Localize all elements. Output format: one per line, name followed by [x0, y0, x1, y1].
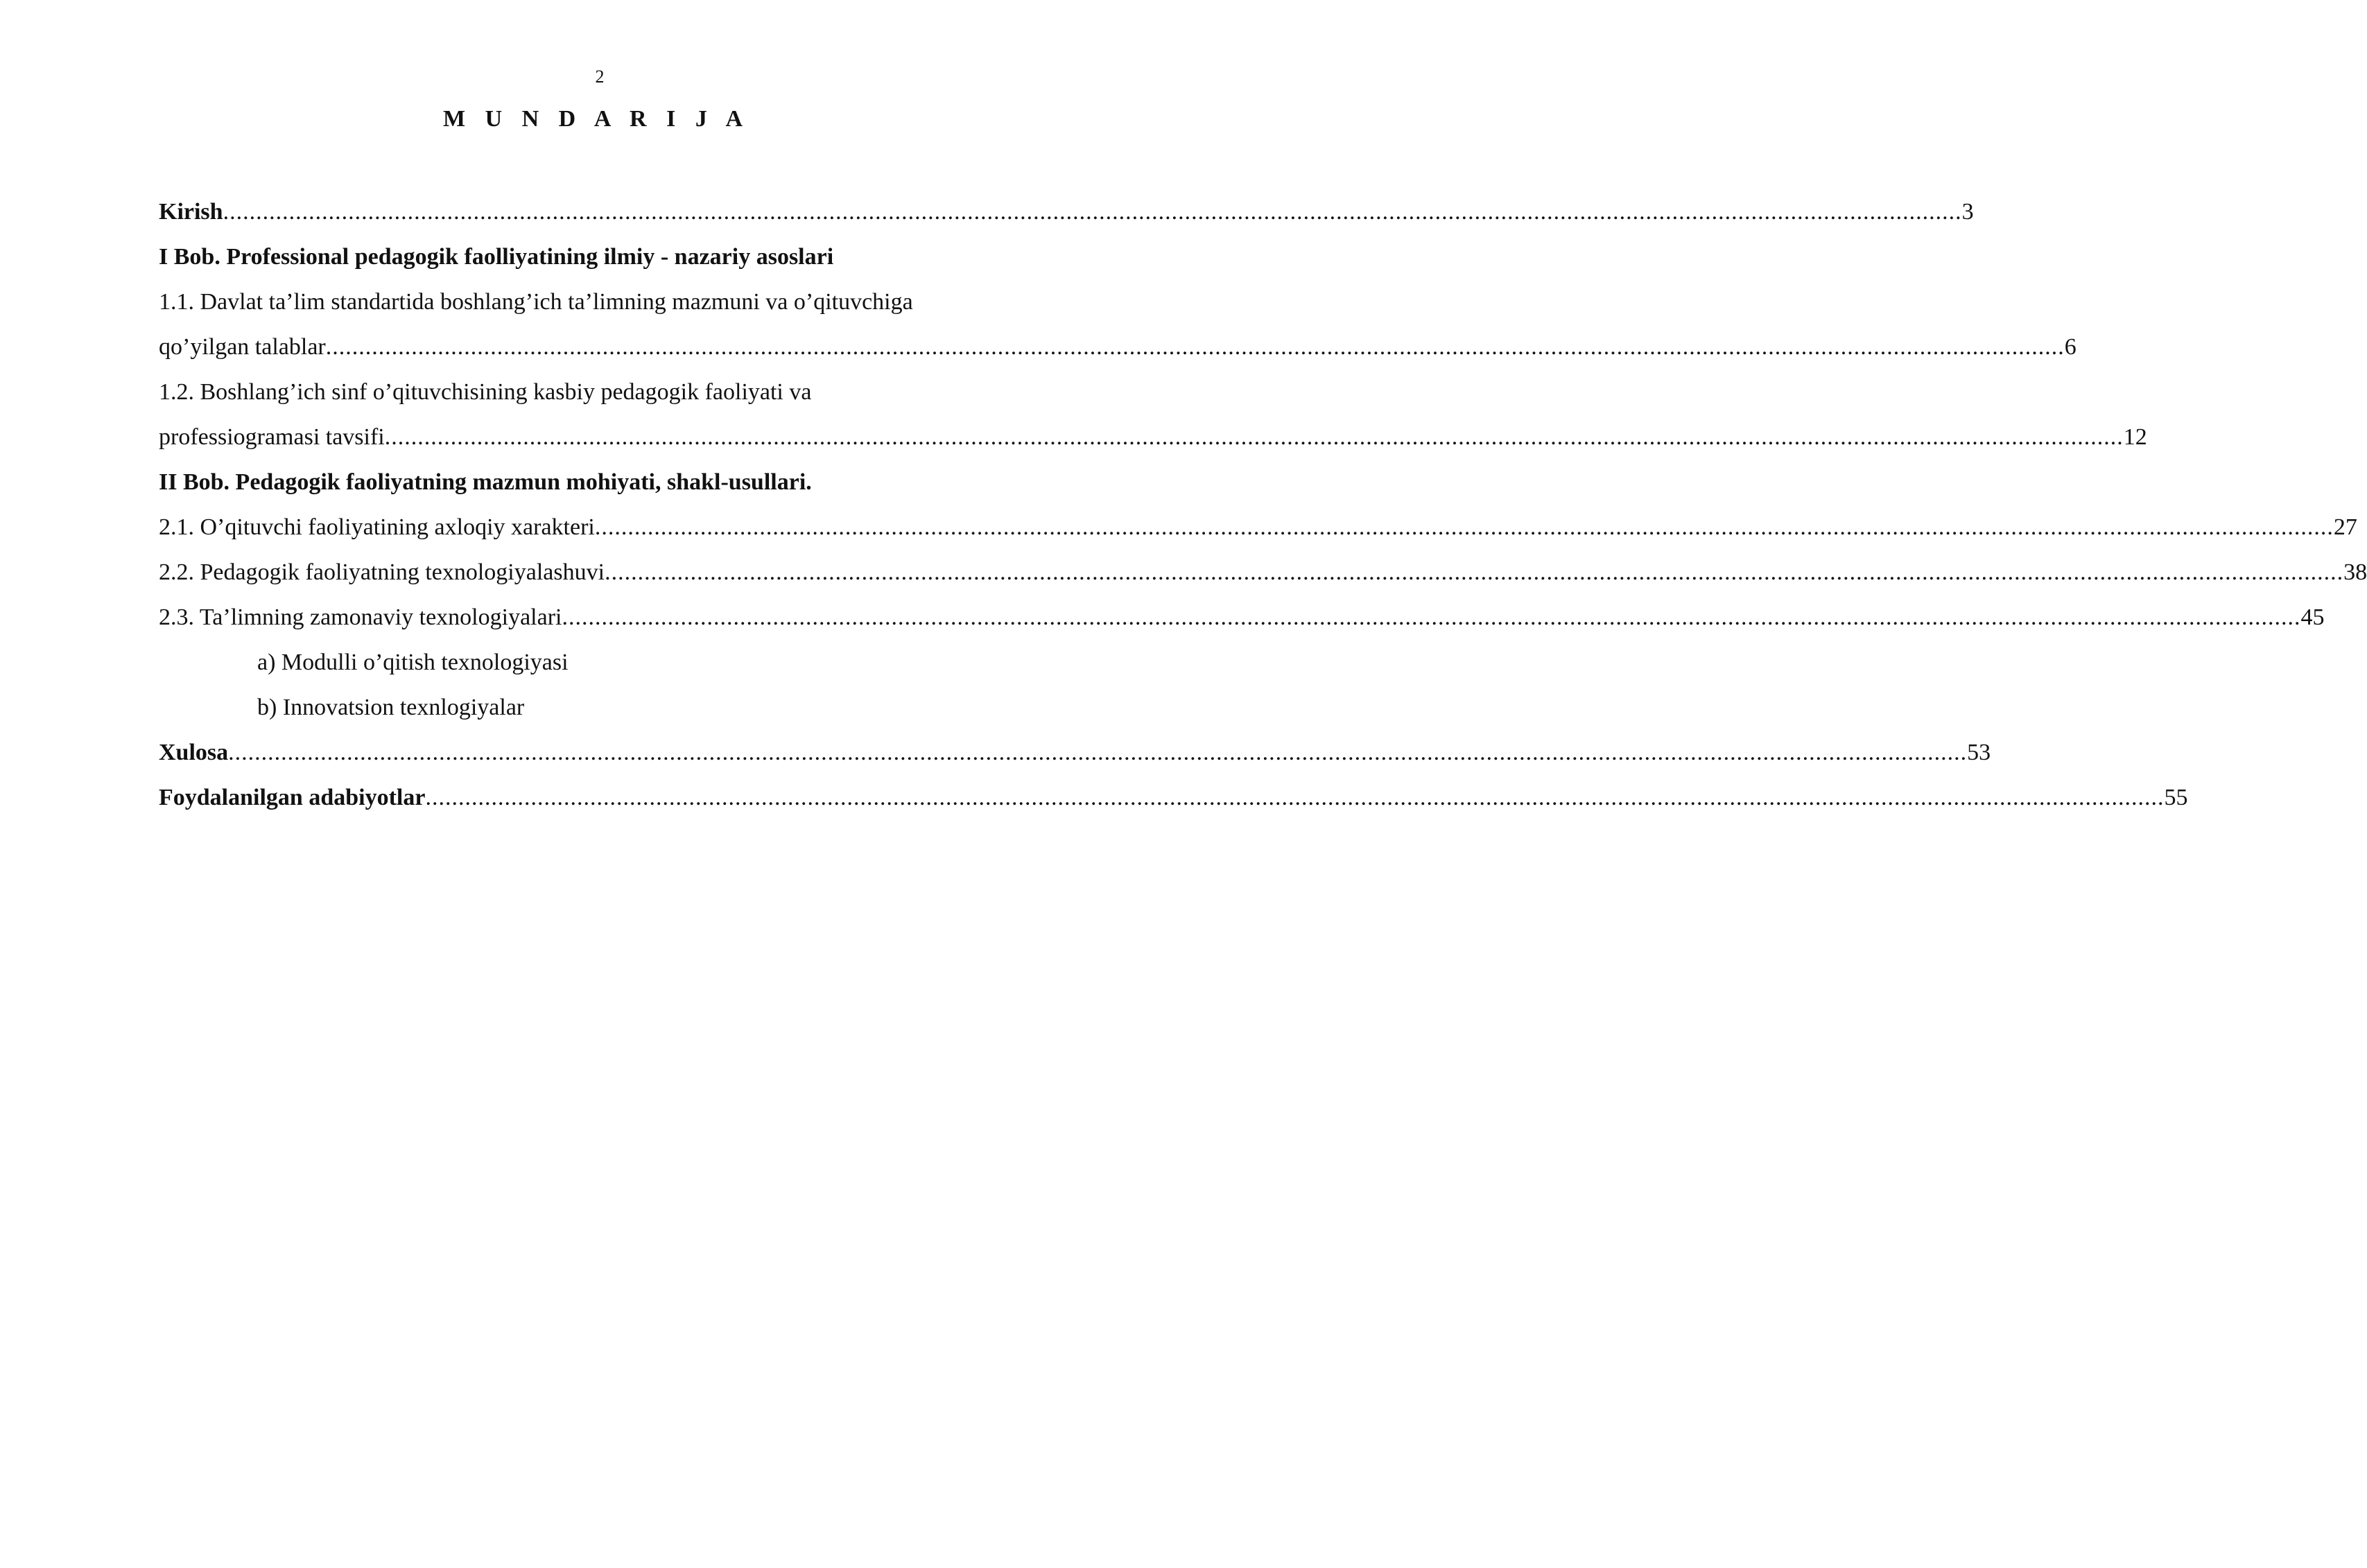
- dot-leader: ........................................................................................................................................................................................................................................................................: [384, 424, 2124, 450]
- toc-entry-2-2: [159, 555, 2367, 600]
- dot-leader: ........................................................................................................................................................................................................................................................................: [425, 785, 2165, 810]
- toc-entry-page: 12: [2123, 424, 2147, 450]
- toc-entry-label: Foydalanilgan adabiyotlar: [159, 785, 426, 810]
- toc-entry-page: 53: [1967, 740, 1991, 765]
- toc-subitem-label: b) Innovatsion texnlogiyalar: [257, 695, 525, 720]
- toc-entry-label: 1.2. Boshlang’ich sinf o’qituvchisining kasbiy pedagogik faoliyati va: [159, 379, 812, 405]
- toc-entry-label: 2.3. Ta’limning zamonaviy texnologiyalari: [159, 604, 562, 630]
- dot-leader: ........................................................................................................................................................................................................................................................................: [228, 740, 1968, 765]
- toc-chapter-2: [159, 464, 1028, 509]
- toc-entry-page: 6: [2064, 334, 2076, 360]
- dot-leader: ........................................................................................................................................................................................................................................................................: [594, 514, 2334, 540]
- toc-entry-1-1-line2: [159, 329, 2076, 374]
- toc-subitem-label: a) Modulli o’qitish texnologiyasi: [257, 650, 569, 675]
- toc-entry-label: professiogramasi tavsifi: [159, 424, 385, 450]
- toc-entry-kirish: [159, 194, 1974, 239]
- toc-subitem-b: [159, 690, 1028, 735]
- page-title: M U N D A R I J A: [442, 106, 750, 132]
- toc-entry-page: 38: [2343, 559, 2367, 585]
- dot-leader: ........................................................................................................................................................................................................................................................................: [562, 604, 2301, 630]
- toc-entry-label: Kirish: [159, 199, 223, 225]
- toc-entry-label: 2.2. Pedagogik faoliyatning texnologiyalashuvi: [159, 559, 605, 585]
- toc-entry-2-3: [159, 600, 2325, 645]
- page-number: 2: [595, 67, 605, 87]
- toc-entry-label: 1.1. Davlat ta’lim standartida boshlang’ich ta’limning mazmuni va o’qituvchiga: [159, 289, 913, 315]
- toc-chapter-label: I Bob. Professional pedagogik faolliyatining ilmiy - nazariy asoslari: [159, 244, 834, 270]
- toc-entry-1-2-line1: [159, 374, 1028, 419]
- toc-entry-label: Xulosa: [159, 740, 229, 765]
- toc-subitem-a: [159, 645, 1028, 690]
- toc-entry-page: 27: [2333, 514, 2357, 540]
- toc-entry-page: 3: [1961, 199, 1974, 225]
- toc-entry-1-1-line1: [159, 284, 1028, 329]
- toc-entry-label: qo’yilgan talablar: [159, 334, 326, 360]
- dot-leader: ........................................................................................................................................................................................................................................................................: [223, 199, 1962, 225]
- dot-leader: ........................................................................................................................................................................................................................................................................: [325, 334, 2065, 360]
- dot-leader: ........................................................................................................................................................................................................................................................................: [605, 559, 2344, 585]
- toc-chapter-label: II Bob. Pedagogik faoliyatning mazmun mohiyati, shakl-usullari.: [159, 469, 812, 495]
- table-of-contents: [159, 194, 2367, 825]
- toc-entry-page: 45: [2300, 604, 2325, 630]
- toc-entry-2-1: [159, 509, 2357, 555]
- toc-entry-page: 55: [2164, 785, 2188, 810]
- toc-entry-adabiyotlar: [159, 780, 2188, 825]
- toc-entry-1-2-line2: [159, 419, 2147, 464]
- toc-chapter-1: [159, 239, 1028, 284]
- toc-entry-label: 2.1. O’qituvchi faoliyatining axloqiy xarakteri: [159, 514, 595, 540]
- toc-entry-xulosa: [159, 735, 1991, 780]
